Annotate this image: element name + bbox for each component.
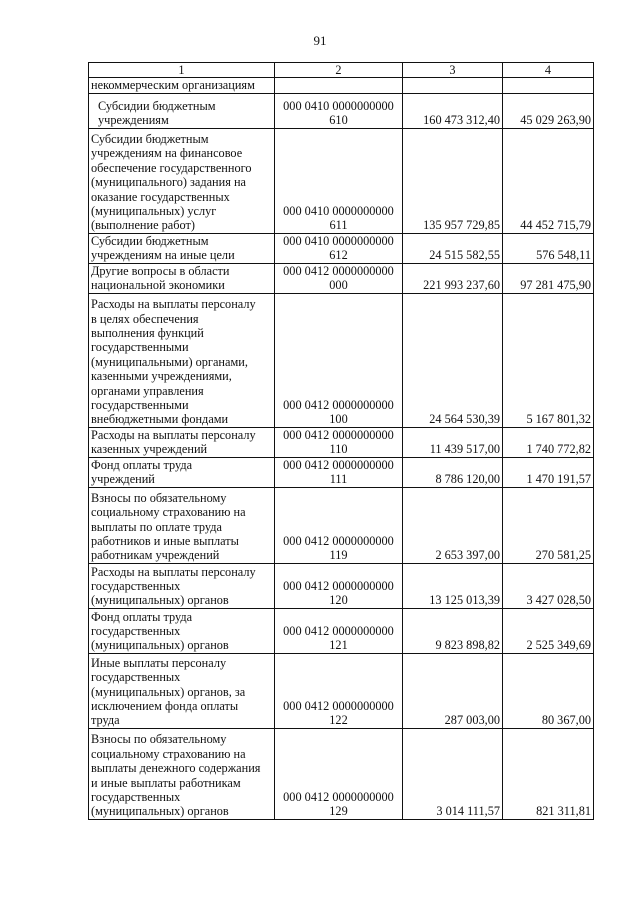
row-name: некоммерческим организациям <box>89 78 275 93</box>
row-col3-value: 287 003,00 <box>403 653 503 728</box>
row-col4-value: 821 311,81 <box>503 728 594 819</box>
row-name: Взносы по обязательному социальному страхованию на выплаты денежного содержания и иные выплаты работникам государственных (муниципальных) органов <box>89 728 275 819</box>
row-col4-value: 44 452 715,79 <box>503 128 594 233</box>
row-code: 000 0412 0000000000 129 <box>275 728 403 819</box>
header-col-1: 1 <box>89 63 275 78</box>
row-col3-value: 8 786 120,00 <box>403 457 503 487</box>
row-col3-value <box>403 78 503 93</box>
row-col4-value: 576 548,11 <box>503 233 594 263</box>
table-row <box>89 457 594 487</box>
row-col3-value: 24 564 530,39 <box>403 293 503 427</box>
row-col4-value: 45 029 263,90 <box>503 93 594 128</box>
row-name: Расходы на выплаты персоналу государственных (муниципальных) органов <box>89 563 275 608</box>
table-row <box>89 78 594 93</box>
row-name: Взносы по обязательному социальному страхованию на выплаты по оплате труда работников и иные выплаты работникам учреждений <box>89 487 275 563</box>
header-col-2: 2 <box>275 63 403 78</box>
row-name: Другие вопросы в области национальной экономики <box>89 263 275 293</box>
row-col3-value: 3 014 111,57 <box>403 728 503 819</box>
row-code: 000 0410 0000000000 611 <box>275 128 403 233</box>
table-row <box>89 487 594 563</box>
row-code: 000 0412 0000000000 111 <box>275 457 403 487</box>
row-col3-value: 13 125 013,39 <box>403 563 503 608</box>
row-col3-value: 160 473 312,40 <box>403 93 503 128</box>
row-code: 000 0410 0000000000 610 <box>275 93 403 128</box>
row-col4-value: 1 740 772,82 <box>503 427 594 457</box>
table-row <box>89 653 594 728</box>
table-row <box>89 93 594 128</box>
row-col3-value: 11 439 517,00 <box>403 427 503 457</box>
row-code: 000 0412 0000000000 000 <box>275 263 403 293</box>
table-row <box>89 608 594 653</box>
row-name: Субсидии бюджетным учреждениям на финансовое обеспечение государственного (муниципального) задания на оказание государственных (муниципальных) услуг (выполнение работ) <box>89 128 275 233</box>
row-col4-value: 3 427 028,50 <box>503 563 594 608</box>
row-code: 000 0412 0000000000 119 <box>275 487 403 563</box>
header-col-4: 4 <box>503 63 594 78</box>
row-col3-value: 2 653 397,00 <box>403 487 503 563</box>
row-name: Фонд оплаты труда учреждений <box>89 457 275 487</box>
row-col3-value: 135 957 729,85 <box>403 128 503 233</box>
table-row <box>89 263 594 293</box>
row-name: Иные выплаты персоналу государственных (муниципальных) органов, за исключением фонда оплаты труда <box>89 653 275 728</box>
row-name: Субсидии бюджетным учреждениям <box>89 93 275 128</box>
row-name: Фонд оплаты труда государственных (муниципальных) органов <box>89 608 275 653</box>
row-col4-value: 2 525 349,69 <box>503 608 594 653</box>
row-code: 000 0410 0000000000 612 <box>275 233 403 263</box>
page-number: 91 <box>313 33 327 48</box>
row-code: 000 0412 0000000000 110 <box>275 427 403 457</box>
row-col4-value: 270 581,25 <box>503 487 594 563</box>
row-name: Субсидии бюджетным учреждениям на иные цели <box>89 233 275 263</box>
table-row <box>89 728 594 819</box>
table-row <box>89 427 594 457</box>
row-col4-value: 5 167 801,32 <box>503 293 594 427</box>
budget-table <box>88 62 594 820</box>
row-code: 000 0412 0000000000 122 <box>275 653 403 728</box>
row-col3-value: 9 823 898,82 <box>403 608 503 653</box>
table-row <box>89 563 594 608</box>
table-row <box>89 233 594 263</box>
row-col4-value <box>503 78 594 93</box>
table-header-row <box>89 63 594 78</box>
row-name: Расходы на выплаты персоналу в целях обеспечения выполнения функций государственными (муниципальными) органами, казенными учреждениями, органами управления государственными внебюджетными фондами <box>89 293 275 427</box>
row-col4-value: 80 367,00 <box>503 653 594 728</box>
table-row <box>89 128 594 233</box>
table-row <box>89 293 594 427</box>
row-col3-value: 24 515 582,55 <box>403 233 503 263</box>
row-col3-value: 221 993 237,60 <box>403 263 503 293</box>
row-code: 000 0412 0000000000 121 <box>275 608 403 653</box>
row-col4-value: 97 281 475,90 <box>503 263 594 293</box>
header-col-3: 3 <box>403 63 503 78</box>
row-col4-value: 1 470 191,57 <box>503 457 594 487</box>
row-name: Расходы на выплаты персоналу казенных учреждений <box>89 427 275 457</box>
row-code: 000 0412 0000000000 100 <box>275 293 403 427</box>
row-code <box>275 78 403 93</box>
row-code: 000 0412 0000000000 120 <box>275 563 403 608</box>
